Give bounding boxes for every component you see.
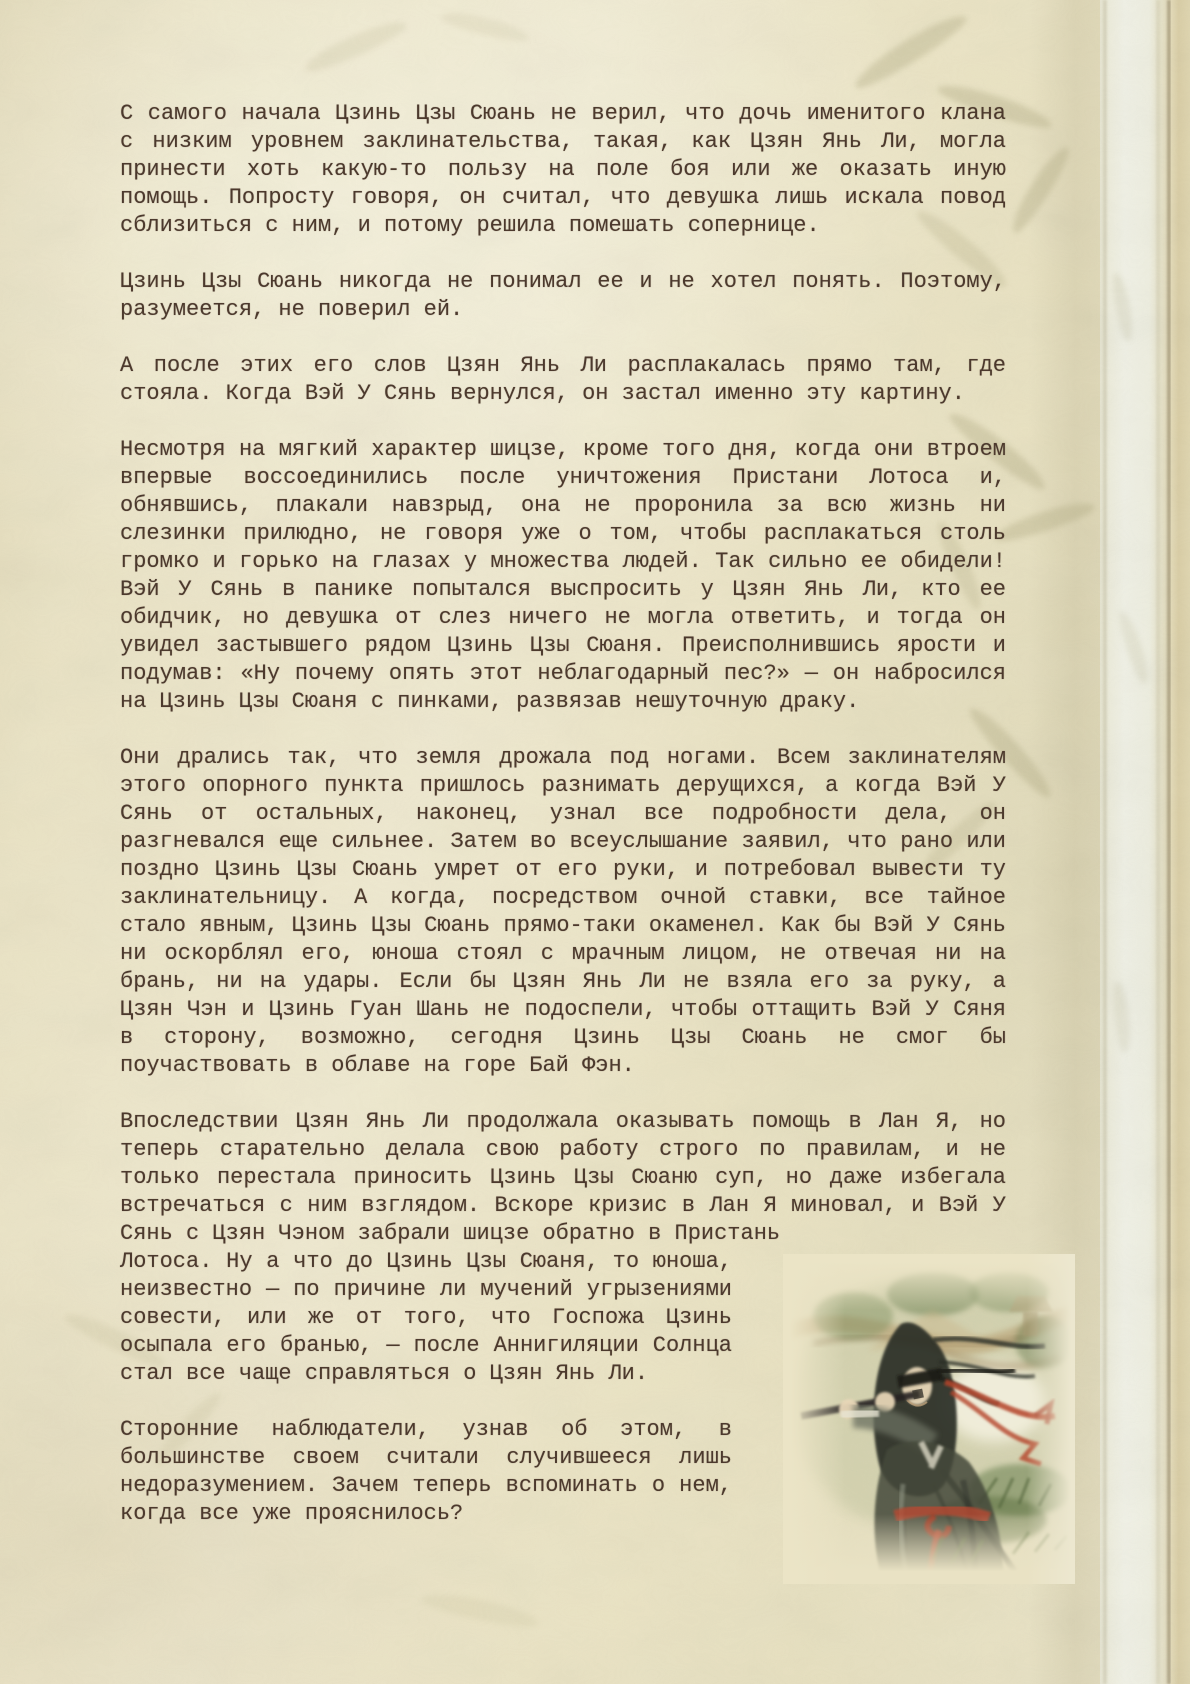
paragraph-1: С самого начала Цзинь Цзы Сюань не верил, что дочь именитого клана с низким уровнем заклинательства, такая, как Цзян Янь Ли, могла принести хоть какую-то пользу на поле боя или же оказать иную помощь. Попросту говоря, он считал, что девушка лишь искала повод сблизиться с ним, и потому решила помешать сопернице. xyxy=(120,101,1006,238)
paragraph-6-beside-illustration: Лотоса. Ну а что до Цзинь Цзы Сюаня, то юноша, неизвестно — по причине ли мучений угрызениями совести, или же от того, что Госпожа Цзинь осыпала его бранью, — после Аннигиляции Солнца стал все чаще справляться о Цзян Янь Ли. xyxy=(120,1249,732,1386)
paragraph-2: Цзинь Цзы Сюань никогда не понимал ее и не хотел понять. Поэтому, разумеется, не поверил ей. xyxy=(120,269,1006,322)
page-text xyxy=(120,100,1006,1528)
paragraph-6: Впоследствии Цзян Янь Ли продолжала оказывать помощь в Лан Я, но теперь старательно делала свою работу строго по правилам, и не только перестала приносить Цзинь Цзы Сюаню суп, но даже избегала встречаться с ним взглядом. Вскоре кризис в Лан Я миновал, и Вэй У Сянь с Цзян Чэном забрали шицзе обратно в Пристань xyxy=(120,1109,1006,1246)
paragraph-3: А после этих его слов Цзян Янь Ли расплакалась прямо там, где стояла. Когда Вэй У Сянь вернулся, он застал именно эту картину. xyxy=(120,353,1006,406)
paragraph-7: Сторонние наблюдатели, узнав об этом, в большинстве своем считали случившееся лишь недоразумением. Зачем теперь вспоминать о нем, когда все уже прояснилось? xyxy=(120,1417,732,1526)
paragraph-5: Они дрались так, что земля дрожала под ногами. Всем заклинателям этого опорного пункта пришлось разнимать дерущихся, а когда Вэй У Сянь от остальных, наконец, узнал все подробности дела, он разгневался еще сильнее. Затем во всеуслышание заявил, что рано или поздно Цзинь Цзы Сюань умрет от его руки, и потребовал вывести ту заклинательницу. А когда, посредством очной ставки, все тайное стало явным, Цзинь Цзы Сюань прямо-таки окаменел. Как бы Вэй У Сянь ни оскорблял его, юноша стоял с мрачным лицом, не отвечая ни на брань, ни на удары. Если бы Цзян Янь Ли не взяла его за руку, а Цзян Чэн и Цзинь Гуан Шань не подоспели, чтобы оттащить Вэй У Сяня в сторону, возможно, сегодня Цзинь Цзы Сюань не смог бы поучаствовать в облаве на горе Бай Фэн. xyxy=(120,745,1006,1078)
paragraph-4: Несмотря на мягкий характер шицзе, кроме того дня, когда они втроем впервые воссоединились после уничтожения Пристани Лотоса и, обнявшись, плакали навзрыд, она не проронила за всю жизнь ни слезинки прилюдно, не говоря уже о том, чтобы расплакаться столь громко и горько на глазах у множества людей. Так сильно ее обидели! Вэй У Сянь в панике попытался выспросить у Цзян Янь Ли, кто ее обидчик, но девушка от слез ничего не могла ответить, и тогда он увидел застывшего рядом Цзинь Цзы Сюаня. Преисполнившись ярости и подумав: «Ну почему опять этот неблагодарный пес?» — он набросился на Цзинь Цзы Сюаня с пинками, развязав нешуточную драку. xyxy=(120,437,1006,714)
